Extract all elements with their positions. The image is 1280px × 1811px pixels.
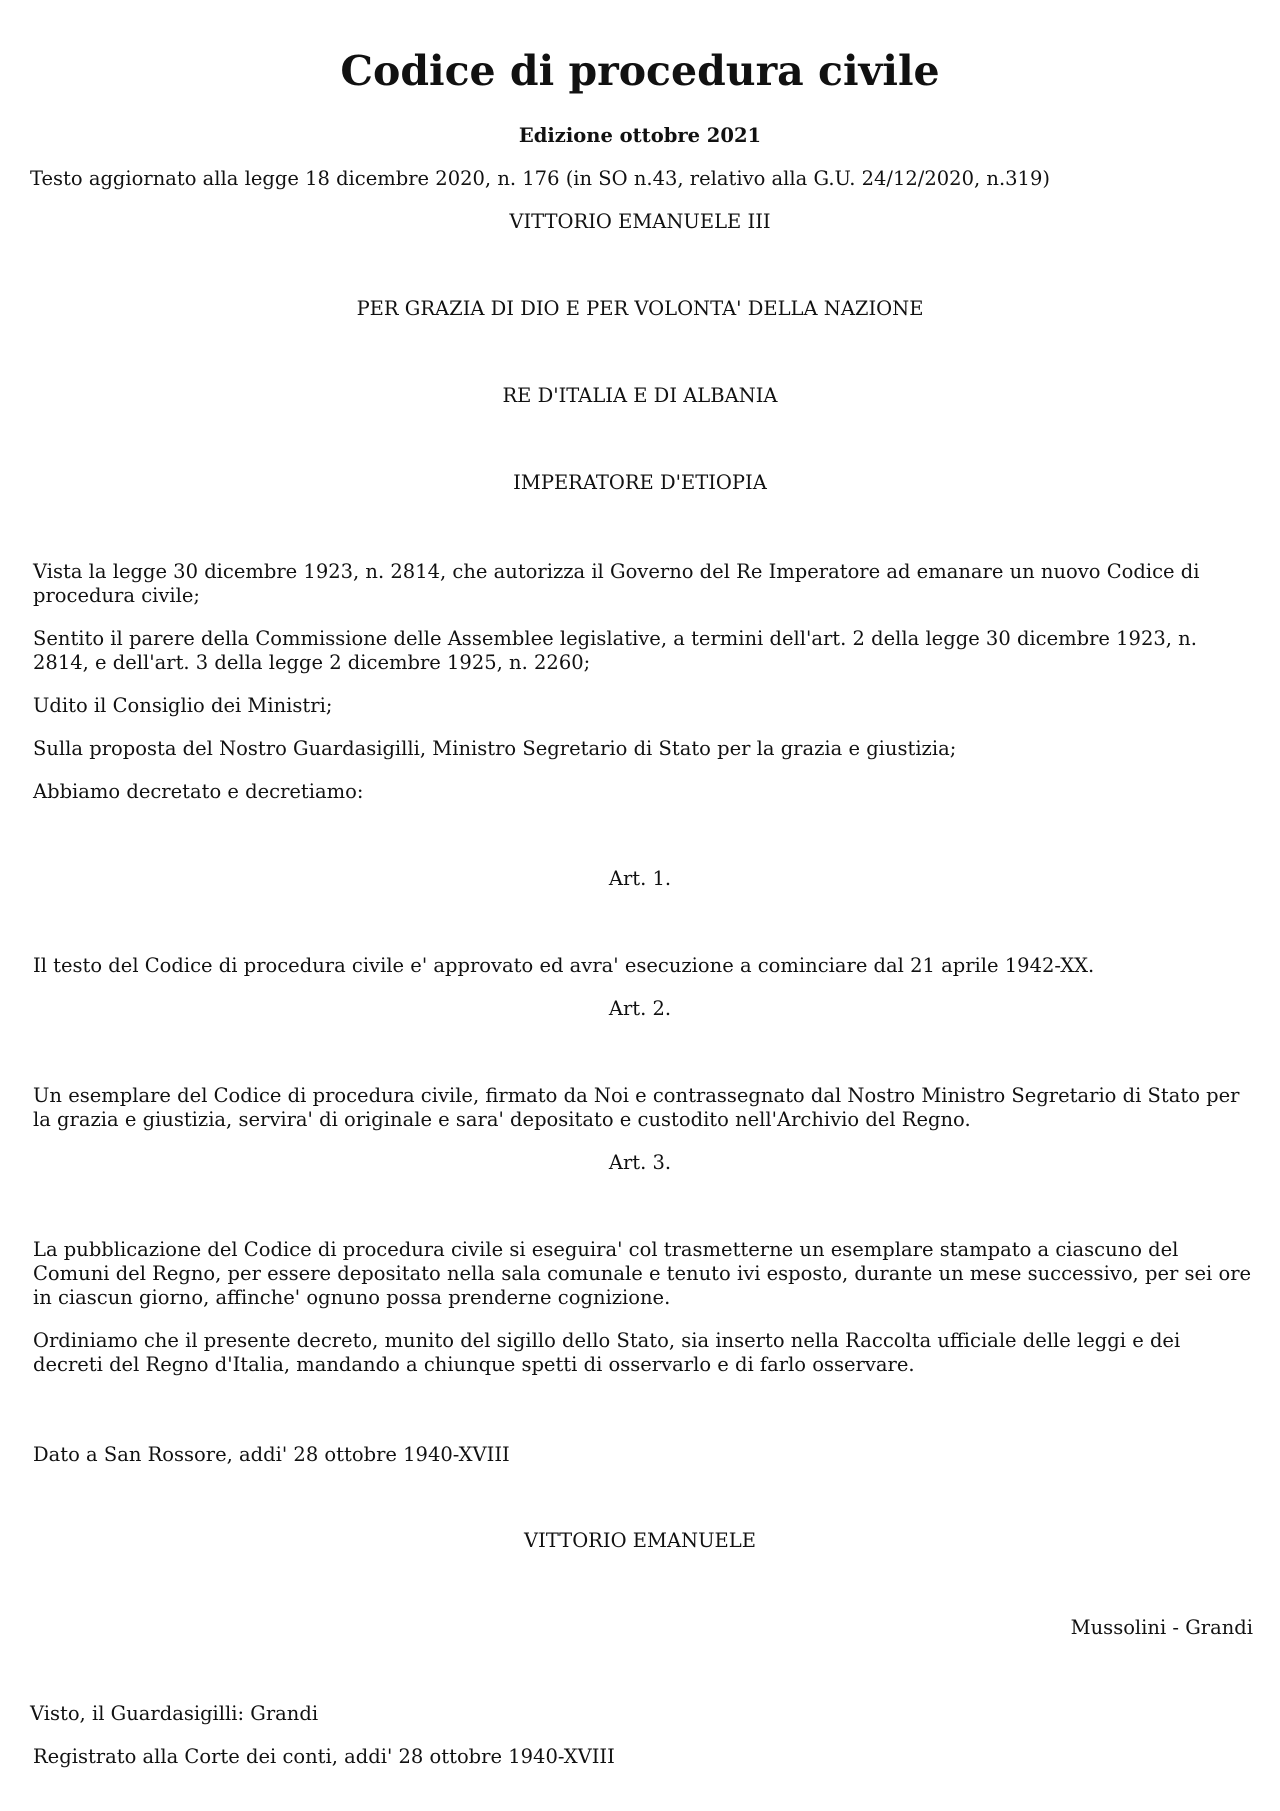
registration-line: Registrato alla Corte dei conti, addi' 28 ottobre 1940-XVIII — [33, 1745, 615, 1768]
preamble-paragraph: Abbiamo decretato e decretiamo: — [33, 780, 364, 803]
sovereign-emperor-title: IMPERATORE D'ETIOPIA — [513, 471, 767, 494]
sovereign-grace: PER GRAZIA DI DIO E PER VOLONTA' DELLA NAZIONE — [356, 297, 924, 320]
document-title: Codice di procedura civile — [340, 47, 940, 95]
update-note: Testo aggiornato alla legge 18 dicembre 2020, n. 176 (in SO n.43, relativo alla G.U. 24/12/2020, n.319) — [30, 167, 1050, 190]
article-text: Un esemplare del Codice di procedura civile, firmato da Noi e contrassegnato dal Nostro Ministro Segretario di Stato per la grazia e giustizia, servira' di originale e sara' depositato e custodito nell'Archivio del Regno. — [33, 1084, 1240, 1131]
edition-label: Edizione ottobre 2021 — [518, 124, 762, 147]
preamble-paragraph: Sulla proposta del Nostro Guardasigilli, Ministro Segretario di Stato per la grazia e giustizia; — [33, 737, 957, 760]
article-heading: Art. 3. — [608, 1151, 672, 1174]
given-at-line: Dato a San Rossore, addi' 28 ottobre 1940-XVIII — [33, 1443, 510, 1466]
article-text: Il testo del Codice di procedura civile e' approvato ed avra' esecuzione a cominciare dal 21 aprile 1942-XX. — [33, 954, 1095, 977]
preamble-paragraph: Sentito il parere della Commissione delle Assemblee legislative, a termini dell'art. 2 della legge 30 dicembre 1923, n. 2814, e dell'art. 3 della legge 2 dicembre 1925, n. 2260; — [33, 627, 1197, 674]
order-paragraph: Ordiniamo che il presente decreto, munito del sigillo dello Stato, sia inserto nella Raccolta ufficiale delle leggi e dei decreti del Regno d'Italia, mandando a chiunque spetti di osservarlo e di farlo osservare. — [33, 1329, 1181, 1376]
sovereign-name: VITTORIO EMANUELE III — [509, 210, 771, 233]
sovereign-king-title: RE D'ITALIA E DI ALBANIA — [502, 384, 778, 407]
article-heading: Art. 1. — [608, 867, 672, 890]
countersignature: Mussolini - Grandi — [1070, 1616, 1253, 1639]
article-heading: Art. 2. — [608, 997, 672, 1020]
preamble-paragraph: Udito il Consiglio dei Ministri; — [33, 694, 333, 717]
royal-signature: VITTORIO EMANUELE — [524, 1529, 756, 1552]
article-text: La pubblicazione del Codice di procedura civile si eseguira' col trasmetterne un esemplare stampato a ciascuno del Comuni del Regno, per essere depositato nella sala comunale e tenuto ivi esposto, durante un mese successivo, per sei ore in ciascun giorno, affinche' ognuno possa prenderne cognizione. — [33, 1238, 1252, 1309]
seen-by-line: Visto, il Guardasigilli: Grandi — [30, 1702, 319, 1725]
preamble-paragraph: Vista la legge 30 dicembre 1923, n. 2814, che autorizza il Governo del Re Imperatore ad emanare un nuovo Codice di procedura civile; — [33, 560, 1200, 607]
